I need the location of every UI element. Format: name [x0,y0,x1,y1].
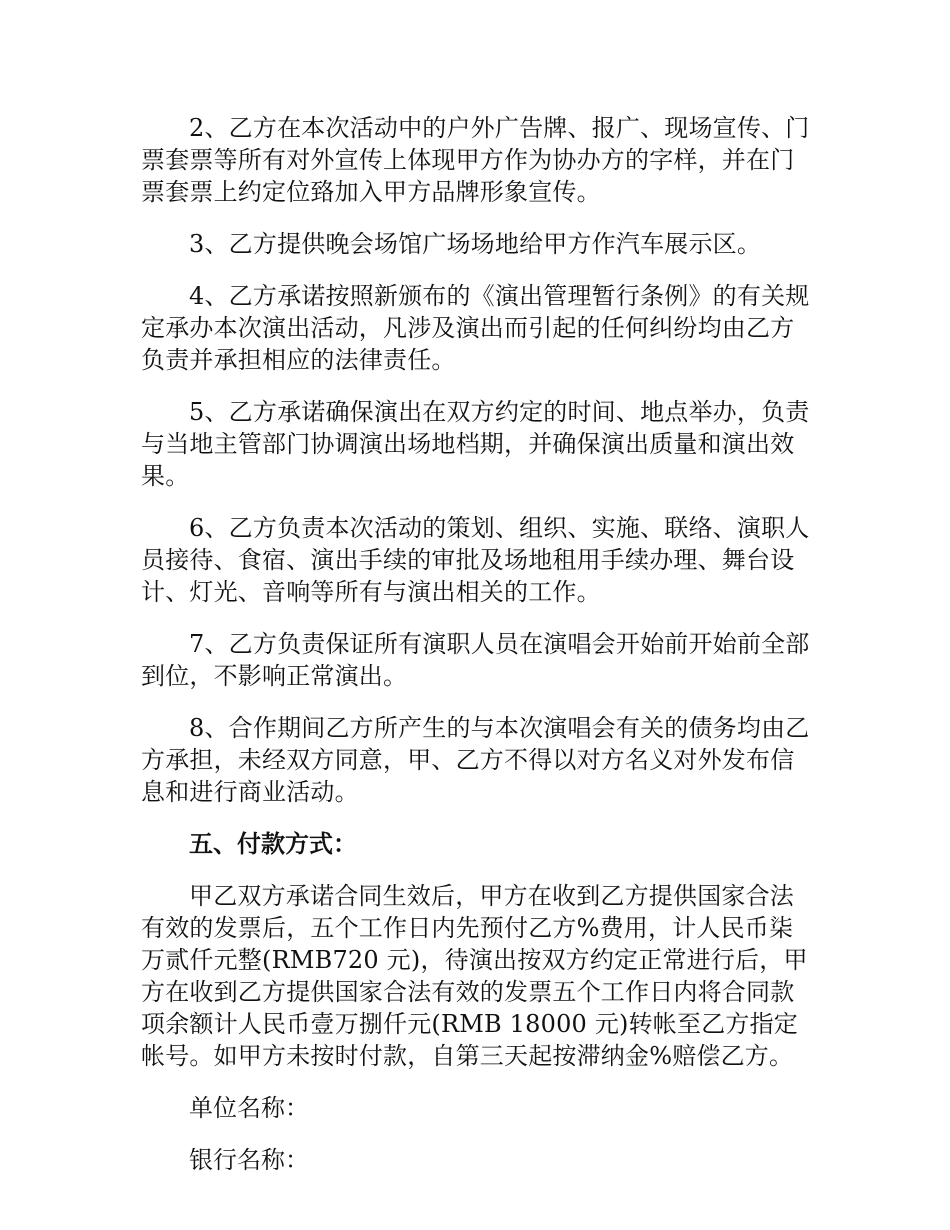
payment-terms: 甲乙双方承诺合同生效后，甲方在收到乙方提供国家合法有效的发票后，五个工作日内先预付乙方%费用，计人民币柒万贰仟元整(RMB720 元)，待演出按双方约定正常进行后，甲方在收到乙方提供国家合法有效的发票五个工作日内将合同款项余额计人民币壹万捌仟元(RMB 18000 元)转帐至乙方指定帐号。如甲方未按时付款，自第三天起按滞纳金%赔偿乙方。 [141,882,808,1070]
clause-3: 3、乙方提供晚会场馆广场场地给甲方作汽车展示区。 [189,230,762,258]
section-heading-payment: 五、付款方式： [189,830,357,858]
clause-4: 4、乙方承诺按照新颁布的《演出管理暂行条例》的有关规定承办本次演出活动，凡涉及演出而引起的任何纠纷均由乙方负责并承担相应的法律责任。 [141,282,810,374]
clause-7: 7、乙方负责保证所有演职人员在演唱会开始前开始前全部到位，不影响正常演出。 [141,630,810,690]
clause-8: 8、合作期间乙方所产生的与本次演唱会有关的债务均由乙方承担，未经双方同意，甲、乙方不得以对方名义对外发布信息和进行商业活动。 [141,714,810,806]
clause-5: 5、乙方承诺确保演出在双方约定的时间、地点举办，负责与当地主管部门协调演出场地档期，并确保演出质量和演出效果。 [141,398,810,490]
unit-name-label: 单位名称： [189,1094,309,1122]
clause-6: 6、乙方负责本次活动的策划、组织、实施、联络、演职人员接待、食宿、演出手续的审批及场地租用手续办理、舞台设计、灯光、音响等所有与演出相关的工作。 [141,514,810,606]
clause-2: 2、乙方在本次活动中的户外广告牌、报广、现场宣传、门票套票等所有对外宣传上体现甲方作为协办方的字样，并在门票套票上约定位臵加入甲方品牌形象宣传。 [141,114,810,206]
bank-name-label: 银行名称： [189,1146,309,1174]
document-body [141,112,811,1196]
